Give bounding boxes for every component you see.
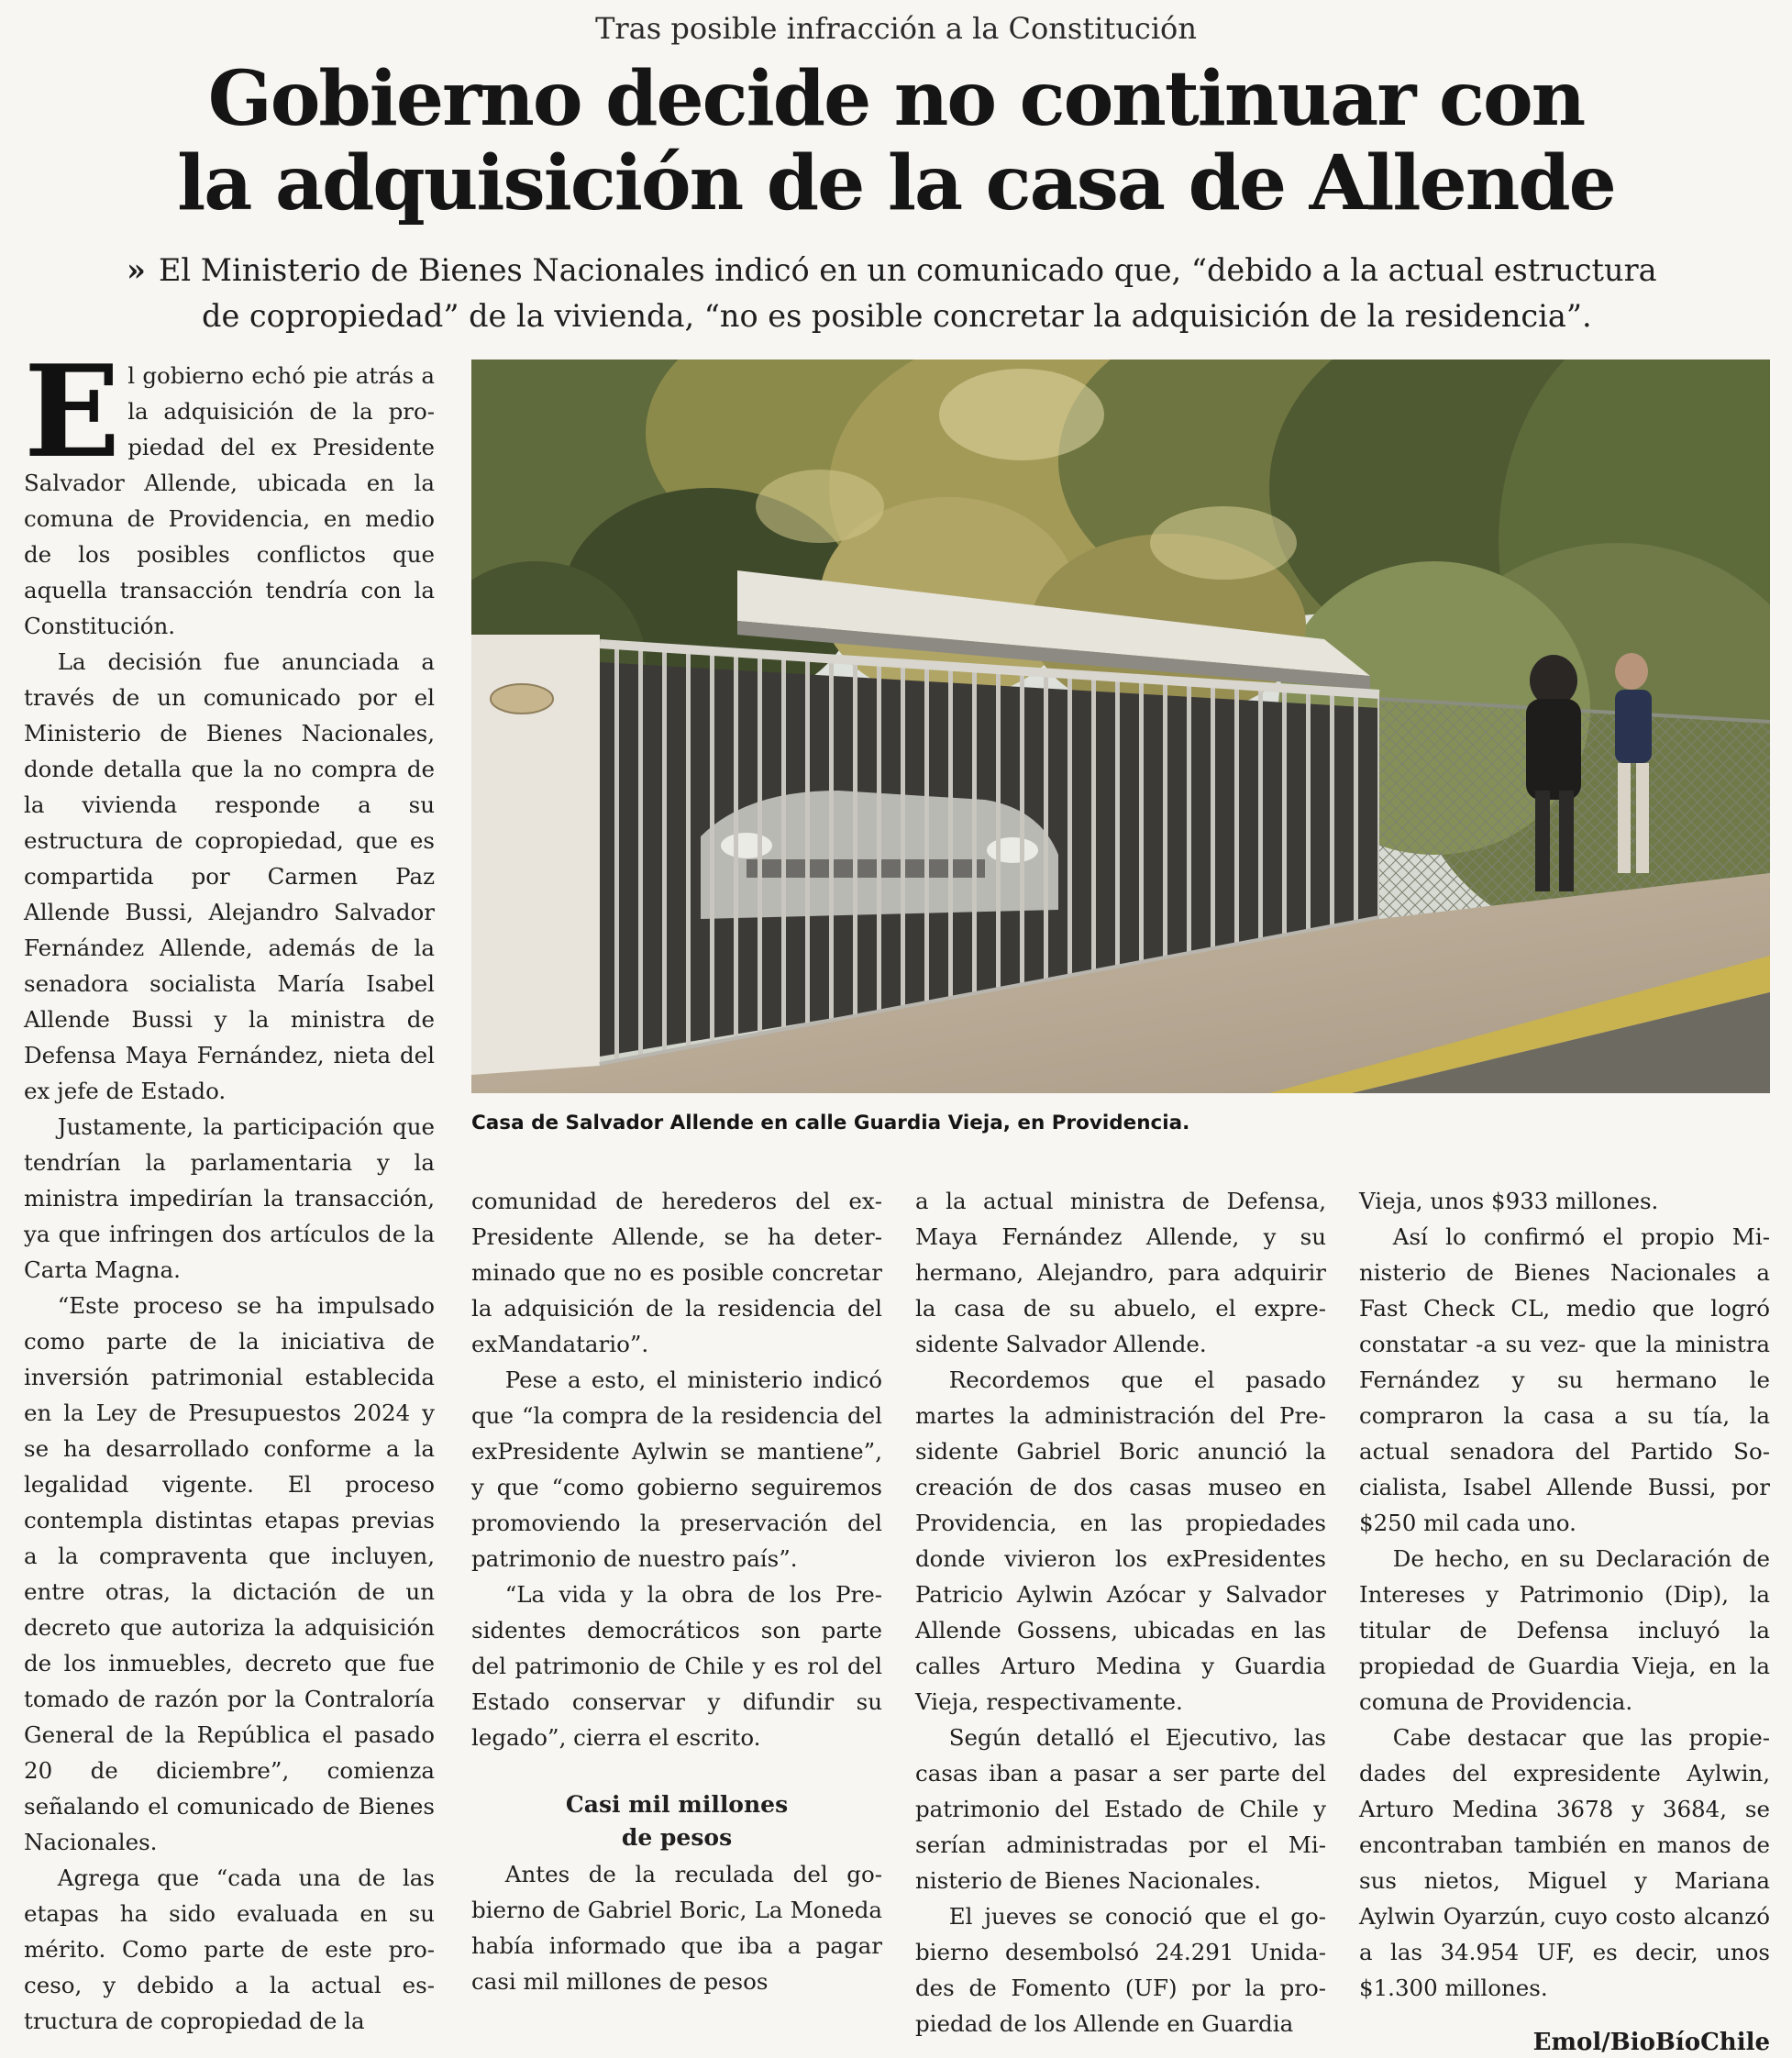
paragraph: Agrega que “cada una de las etapas ha sido evaluada en su mérito. Como parte de este proceso, y debido a la actual estructura de copropiedad de la (24, 1864, 435, 2034)
subhead-line-2: de copropiedad” de la vivienda, “no es posible concretar la adquisición de la residencia”. (202, 298, 1592, 334)
paragraph: Así lo confirmó el propio Ministerio de Bienes Nacionales a Fast Check CL, medio que logró constatar -a su vez- que la ministra Fernández y su hermano le compraron la casa a su tía, la actual senadora del Partido Socialista, Isabel Allende Bussi, por $250 mil cada uno. (1359, 1223, 1770, 1536)
paragraph: Según detalló el Ejecutivo, las casas iban a pasar a ser parte del patrimonio del Estado de Chile y serían administradas por el Ministerio de Bienes Nacionales. (915, 1724, 1326, 1894)
section-subheading-line-2: de pesos (621, 1824, 733, 1851)
subhead-line-1 (127, 248, 1657, 293)
article-column-2 (471, 1183, 882, 1999)
paragraph: “Este proceso se ha impulsado como parte de la iniciativa de inversión patrimonial establecida en la Ley de Presupuestos 2024 y se ha desarrollado conforme a la legalidad vigente. El proceso contempla distintas etapas previas a la compraventa que incluyen, entre otras, la dictación de un decreto que autoriza la adquisición de los inmuebles, decreto que fue tomado de razón por la Contraloría General de la República el pasado 20 de diciembre”, comienza señalando el comunicado de Bienes Nacionales. (24, 1292, 435, 1855)
source-credit: Emol/BioBíoChile (1532, 2029, 1770, 2056)
paragraph: Justamente, la participación que tendrían la parlamentaria y la ministra impedirían la transacción, ya que infringen dos artículos de la Carta Magna. (24, 1113, 435, 1283)
section-subheading-line-1: Casi mil millones (565, 1791, 789, 1818)
paragraph: De hecho, en su Declaración de Intereses y Patrimonio (Dip), la titular de Defensa incluyó la propiedad de Guardia Vieja, en la comuna de Providencia. (1359, 1545, 1770, 1715)
paragraph: Recordemos que el pasado martes la administración del Presidente Gabriel Boric anunció la creación de dos casas museo en Providencia, en las propiedades donde vivieron los exPresidentes Patricio Aylwin Azócar y Salvador Allende Gossens, ubicadas en las calles Arturo Medina y Guardia Vieja, respectivamente. (915, 1366, 1326, 1715)
paragraph: Vieja, unos $933 millones. (1359, 1188, 1659, 1214)
paragraph-text: l gobierno echó pie atrás a la adquisición de la propiedad del ex Presidente Salvador Allende, ubicada en la comuna de Providencia, en medio de los posibles conflictos que aquella transacción tendría con la Constitución. (24, 362, 435, 639)
house-photo (471, 360, 1770, 1093)
article-column-3 (915, 1183, 1326, 2041)
article-column-1 (24, 337, 435, 2039)
chevron-right-icon: » (127, 252, 146, 288)
paragraph: Pese a esto, el ministerio indicó que “la compra de la residencia del exPresidente Aylwin se mantiene”, y que “como gobierno seguiremos promoviendo la preservación del patrimonio de nuestro país”. (471, 1366, 882, 1572)
house-number-plate (491, 684, 553, 714)
subhead-text-1: El Ministerio de Bienes Nacionales indicó en un comunicado que, “debido a la actual estructura (158, 252, 1657, 288)
paragraph: a la actual ministra de Defensa, Maya Fernández Allende, y su hermano, Alejandro, para adquirir la casa de su abuelo, el expresidente Salvador Allende. (915, 1188, 1326, 1357)
paragraph: Antes de la reculada del gobierno de Gabriel Boric, La Moneda había informado que iba a pagar casi mil millones de pesos (471, 1861, 882, 1995)
drop-cap: E (24, 337, 121, 486)
house-photo-image (471, 360, 1770, 1093)
section-subheading (471, 1788, 882, 1854)
paragraph: La decisión fue anunciada a través de un comunicado por el Ministerio de Bienes Nacionales, donde detalla que la no compra de la vivienda responde a su estructura de copropiedad, que es compartida por Carmen Paz Allende Bussi, Alejandro Salvador Fernández Allende, además de la senadora socialista María Isabel Allende Bussi y la ministra de Defensa Maya Fernández, nieta del ex jefe de Estado. (24, 648, 435, 1104)
headline-line-1: Gobierno decide no continuar con (207, 55, 1585, 143)
headline-line-2: la adquisición de la casa de Allende (177, 139, 1615, 227)
photo-caption: Casa de Salvador Allende en calle Guardia Vieja, en Providencia. (471, 1112, 1190, 1134)
paragraph: Cabe destacar que las propiedades del expresidente Aylwin, Arturo Medina 3678 y 3684, se encontraban también en manos de sus nietos, Miguel y Mariana Aylwin Oyarzún, cuyo costo alcanzó a las 34.954 UF, es decir, unos $1.300 millones. (1359, 1724, 1770, 2001)
paragraph: El jueves se conoció que el gobierno desembolsó 24.291 Unidades de Fomento (UF) por la propiedad de los Allende en Guardia (915, 1903, 1326, 2037)
paragraph: comunidad de herederos del exPresidente Allende, se ha determinado que no es posible concretar la adquisición de la residencia del exMandatario”. (471, 1188, 882, 1357)
article-column-4 (1359, 1183, 1770, 2006)
paragraph: “La vida y la obra de los Presidentes democráticos son parte del patrimonio de Chile y es rol del Estado conservar y difundir su legado”, cierra el escrito. (471, 1581, 882, 1751)
kicker: Tras posible infracción a la Constitución (595, 11, 1197, 46)
headline (0, 57, 1792, 226)
paragraph (24, 337, 435, 644)
